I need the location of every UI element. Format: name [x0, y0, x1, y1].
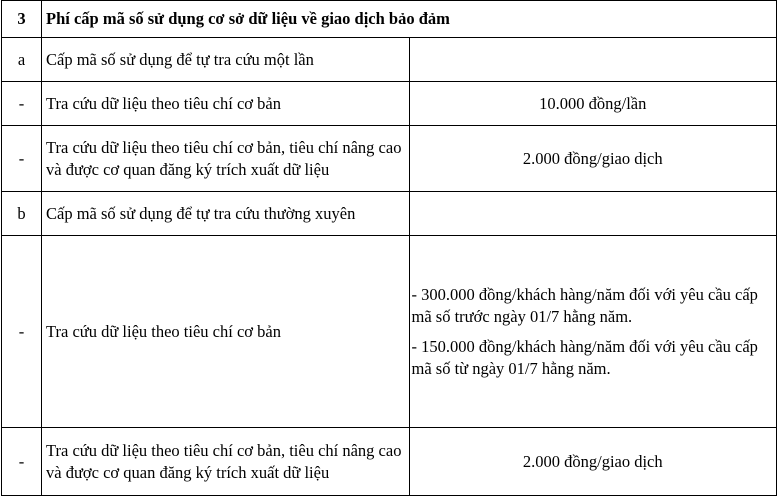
row-fee	[409, 38, 777, 82]
row-fee	[409, 236, 777, 428]
fee-table	[1, 0, 777, 496]
table-row	[2, 38, 777, 82]
row-description: Cấp mã số sử dụng để tự tra cứu thường xuyên	[42, 192, 410, 236]
row-index: b	[2, 192, 42, 236]
table-row	[2, 236, 777, 428]
row-fee: 2.000 đồng/giao dịch	[409, 428, 777, 496]
fee-line-before-july: - 300.000 đồng/khách hàng/năm đối với yêu cầu cấp mã số trước ngày 01/7 hằng năm.	[411, 284, 758, 326]
row-description: Tra cứu dữ liệu theo tiêu chí cơ bản, tiêu chí nâng cao và được cơ quan đăng ký trích xuất dữ liệu	[42, 126, 410, 192]
row-fee	[409, 192, 777, 236]
row-index: a	[2, 38, 42, 82]
table-row	[2, 126, 777, 192]
table-row	[2, 428, 777, 496]
section-number: 3	[2, 1, 42, 38]
section-title: Phí cấp mã số sử dụng cơ sở dữ liệu về giao dịch bảo đảm	[42, 1, 777, 38]
row-index: -	[2, 82, 42, 126]
row-description: Tra cứu dữ liệu theo tiêu chí cơ bản	[42, 82, 410, 126]
fee-line-from-july: - 150.000 đồng/khách hàng/năm đối với yêu cầu cấp mã số từ ngày 01/7 hằng năm.	[411, 336, 758, 378]
row-description: Tra cứu dữ liệu theo tiêu chí cơ bản, tiêu chí nâng cao và được cơ quan đăng ký trích xuất dữ liệu	[42, 428, 410, 496]
row-fee: 2.000 đồng/giao dịch	[409, 126, 777, 192]
table-row	[2, 82, 777, 126]
row-index: -	[2, 428, 42, 496]
row-description: Cấp mã số sử dụng để tự tra cứu một lần	[42, 38, 410, 82]
table-header-row	[2, 1, 777, 38]
row-index: -	[2, 126, 42, 192]
table-row	[2, 192, 777, 236]
row-index: -	[2, 236, 42, 428]
row-description: Tra cứu dữ liệu theo tiêu chí cơ bản	[42, 236, 410, 428]
row-fee: 10.000 đồng/lần	[409, 82, 777, 126]
